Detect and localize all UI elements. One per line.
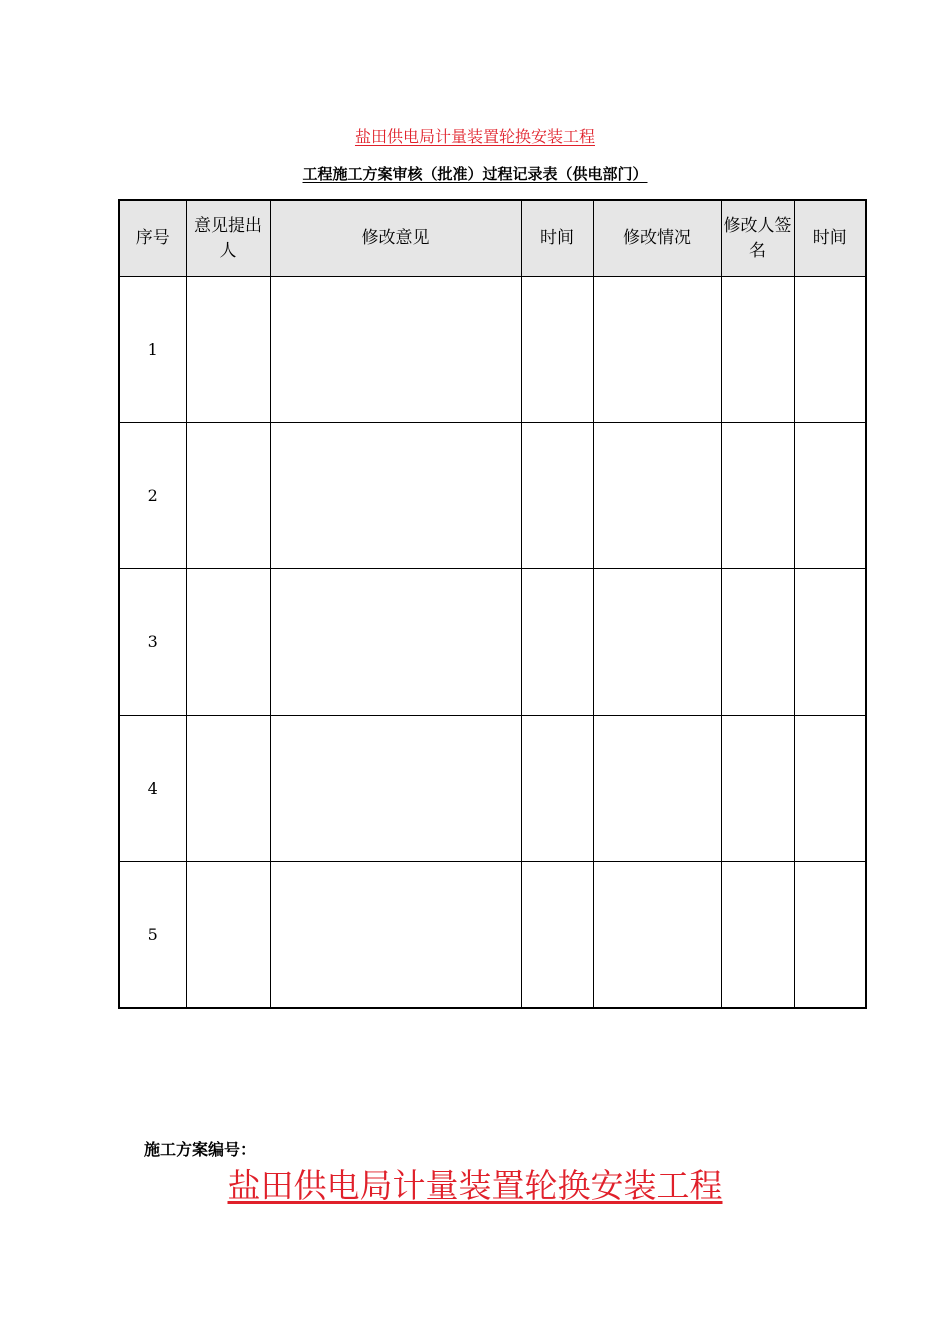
proposer-cell[interactable] xyxy=(186,423,270,569)
time-cell[interactable] xyxy=(521,423,593,569)
proposer-cell[interactable] xyxy=(186,715,270,861)
status-cell[interactable] xyxy=(593,861,721,1008)
table-row xyxy=(119,715,866,861)
opinion-cell[interactable] xyxy=(270,423,521,569)
col-header-time: 时间 xyxy=(521,200,593,277)
opinion-cell[interactable] xyxy=(270,861,521,1008)
opinion-cell[interactable] xyxy=(270,277,521,423)
status-cell[interactable] xyxy=(593,277,721,423)
opinion-cell[interactable] xyxy=(270,569,521,715)
row-index-cell: 3 xyxy=(119,569,186,715)
project-title-top: 盐田供电局计量装置轮换安装工程 xyxy=(354,127,595,146)
time2-cell[interactable] xyxy=(794,277,866,423)
signer-cell[interactable] xyxy=(721,715,794,861)
table-header-row xyxy=(119,200,866,277)
time2-cell[interactable] xyxy=(794,569,866,715)
time2-cell[interactable] xyxy=(794,423,866,569)
proposer-cell[interactable] xyxy=(186,277,270,423)
time-cell[interactable] xyxy=(521,277,593,423)
time-cell[interactable] xyxy=(521,861,593,1008)
col-header-index: 序号 xyxy=(119,200,186,277)
proposer-cell[interactable] xyxy=(186,861,270,1008)
col-header-opinion: 修改意见 xyxy=(270,200,521,277)
table-row xyxy=(119,423,866,569)
table-row xyxy=(119,861,866,1008)
col-header-time2: 时间 xyxy=(794,200,866,277)
status-cell[interactable] xyxy=(593,423,721,569)
proposer-cell[interactable] xyxy=(186,569,270,715)
plan-number-label: 施工方案编号： xyxy=(144,1140,257,1159)
col-header-signer: 修改人签名 xyxy=(721,200,794,277)
time2-cell[interactable] xyxy=(794,715,866,861)
time2-cell[interactable] xyxy=(794,861,866,1008)
signer-cell[interactable] xyxy=(721,277,794,423)
status-cell[interactable] xyxy=(593,569,721,715)
form-title: 工程施工方案审核（批准）过程记录表（供电部门） xyxy=(302,165,648,183)
row-index-cell: 2 xyxy=(119,423,186,569)
time-cell[interactable] xyxy=(521,569,593,715)
signer-cell[interactable] xyxy=(721,861,794,1008)
project-title-bottom: 盐田供电局计量装置轮换安装工程 xyxy=(227,1166,723,1205)
row-index-cell: 5 xyxy=(119,861,186,1008)
col-header-status: 修改情况 xyxy=(593,200,721,277)
review-record-table xyxy=(118,199,867,1009)
col-header-proposer: 意见提出人 xyxy=(186,200,270,277)
table-row xyxy=(119,277,866,423)
row-index-cell: 1 xyxy=(119,277,186,423)
opinion-cell[interactable] xyxy=(270,715,521,861)
time-cell[interactable] xyxy=(521,715,593,861)
signer-cell[interactable] xyxy=(721,423,794,569)
status-cell[interactable] xyxy=(593,715,721,861)
table-row xyxy=(119,569,866,715)
row-index-cell: 4 xyxy=(119,715,186,861)
signer-cell[interactable] xyxy=(721,569,794,715)
